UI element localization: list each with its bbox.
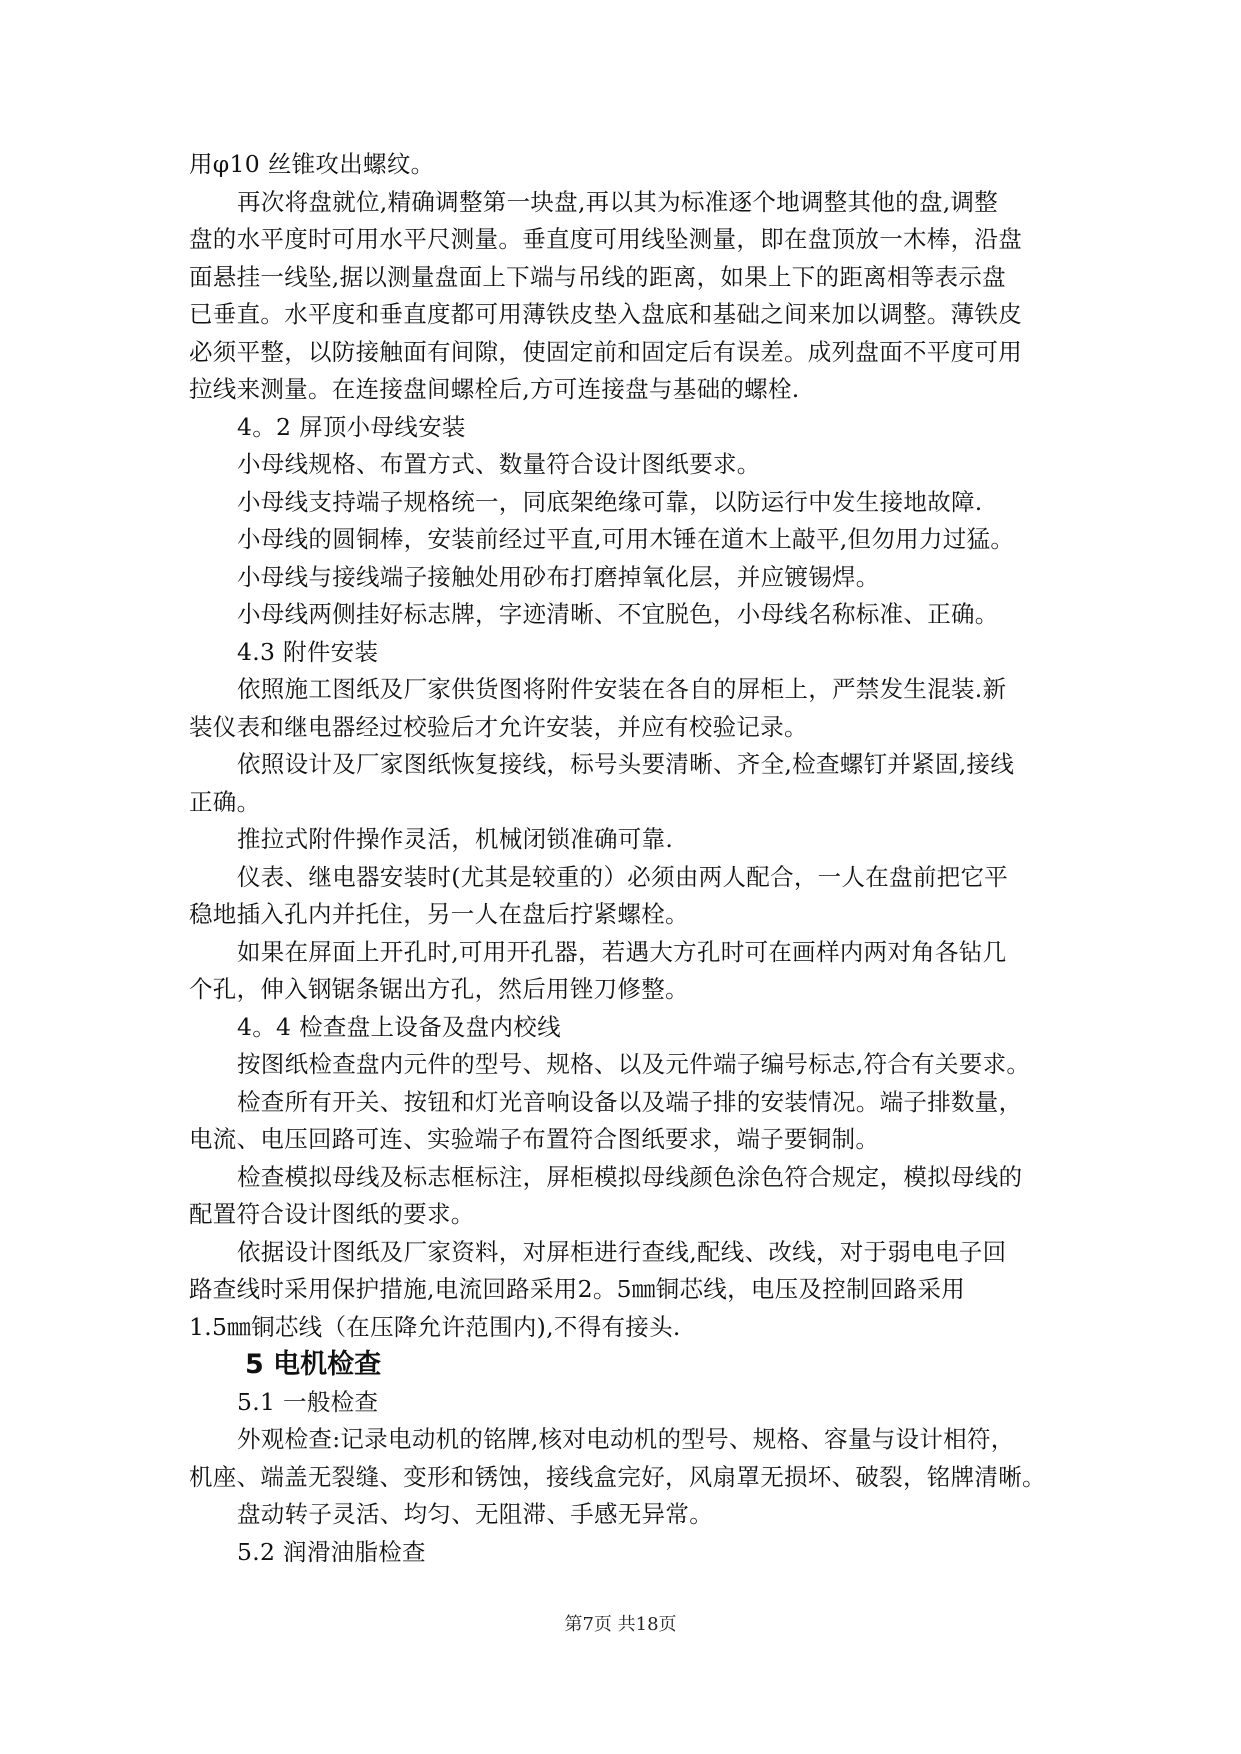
text-line-15: 依照施工图纸及厂家供货图将附件安装在各自的屏柜上，严禁发生混装.新 <box>237 675 1007 703</box>
text-line-after-3: 机座、端盖无裂缝、变形和锈蚀，接线盒完好，风扇罩无损坏、破裂，铭牌清晰。 <box>189 1462 1046 1491</box>
text-line-28: 检查模拟母线及标志框标注，屏柜模拟母线颜色涂色符合规定，模拟母线的 <box>237 1162 1023 1191</box>
subsection-heading-4-2: 4。2 屏顶小母线安装 <box>237 412 466 441</box>
text-line-18: 正确。 <box>189 787 261 816</box>
text-line-27: 电流、电压回路可连、实验端子布置符合图纸要求，端子要铜制。 <box>189 1125 880 1153</box>
text-line-9: 小母线规格、布置方式、数量符合设计图纸要求。 <box>237 450 761 478</box>
text-line-2: 再次将盘就位,精确调整第一块盘,再以其为标准逐个地调整其他的盘,调整 <box>237 187 999 216</box>
text-line-31: 路查线时采用保护措施,电流回路采用2。5㎜铜芯线，电压及控制回路采用 <box>189 1275 966 1303</box>
text-line-32: 1.5㎜铜芯线（在压降允许范围内),不得有接头. <box>189 1312 681 1341</box>
text-line-1: 用φ10 丝锥攻出螺纹。 <box>189 150 435 178</box>
text-line-5: 已垂直。水平度和垂直度都可用薄铁皮垫入盘底和基础之间来加以调整。薄铁皮 <box>189 300 1022 328</box>
subsection-heading-4-4: 4。4 检查盘上设备及盘内校线 <box>237 1012 561 1041</box>
section-heading-5: 5 电机检查 <box>245 1349 382 1380</box>
text-line-4: 面悬挂一线坠,据以测量盘面上下端与吊线的距离，如果上下的距离相等表示盘 <box>189 262 1006 291</box>
text-line-30: 依据设计图纸及厂家资料，对屏柜进行查线,配线、改线，对于弱电电子回 <box>237 1237 1007 1266</box>
text-line-6: 必须平整，以防接触面有间隙，使固定前和固定后有误差。成列盘面不平度可用 <box>189 337 1022 366</box>
text-line-10: 小母线支持端子规格统一，同底架绝缘可靠，以防运行中发生接地故障. <box>237 487 983 516</box>
text-line-after-2: 外观检查:记录电动机的铭牌,核对电动机的型号、规格、容量与设计相符， <box>237 1425 1015 1453</box>
subsection-heading-4-3: 4.3 附件安装 <box>237 637 379 666</box>
text-line-21: 稳地插入孔内并托住，另一人在盘后拧紧螺栓。 <box>189 900 689 928</box>
text-line-22: 如果在屏面上开孔时,可用开孔器，若遇大方孔时可在画样内两对角各钻几 <box>237 937 1007 966</box>
text-line-29: 配置符合设计图纸的要求。 <box>189 1200 475 1228</box>
subsection-heading-5-1: 5.1 一般检查 <box>237 1387 379 1416</box>
text-line-13: 小母线两侧挂好标志牌，字迹清晰、不宜脱色，小母线名称标准、正确。 <box>237 600 999 628</box>
text-line-16: 装仪表和继电器经过校验后才允许安装，并应有校验记录。 <box>189 712 808 741</box>
text-line-25: 按图纸检查盘内元件的型号、规格、以及元件端子编号标志,符合有关要求。 <box>237 1050 1031 1078</box>
text-line-after-4: 盘动转子灵活、均匀、无阻滞、手感无异常。 <box>237 1500 713 1528</box>
page-body <box>189 146 1055 1571</box>
text-line-26: 检查所有开关、按钮和灯光音响设备以及端子排的安装情况。端子排数量， <box>237 1087 1023 1116</box>
text-line-12: 小母线与接线端子接触处用砂布打磨掉氧化层，并应镀锡焊。 <box>237 562 880 591</box>
text-line-3: 盘的水平度时可用水平尺测量。垂直度可用线坠测量，即在盘顶放一木棒，沿盘 <box>189 225 1022 253</box>
text-line-23: 个孔，伸入钢锯条锯出方孔，然后用锉刀修整。 <box>189 975 689 1003</box>
text-line-20: 仪表、继电器安装时(尤其是较重的）必须由两人配合，一人在盘前把它平 <box>237 862 1009 891</box>
text-line-7: 拉线来测量。在连接盘间螺栓后,方可连接盘与基础的螺栓. <box>189 375 800 403</box>
text-line-17: 依照设计及厂家图纸恢复接线，标号头要清晰、齐全,检查螺钉并紧固,接线 <box>237 750 1015 778</box>
subsection-heading-5-2: 5.2 润滑油脂检查 <box>237 1537 426 1566</box>
page-number-footer: 第7页 共18页 <box>564 1614 677 1635</box>
text-line-11: 小母线的圆铜棒，安装前经过平直,可用木锤在道木上敲平,但勿用力过猛。 <box>237 525 1015 553</box>
text-line-19: 推拉式附件操作灵活，机械闭锁准确可靠. <box>237 825 674 853</box>
